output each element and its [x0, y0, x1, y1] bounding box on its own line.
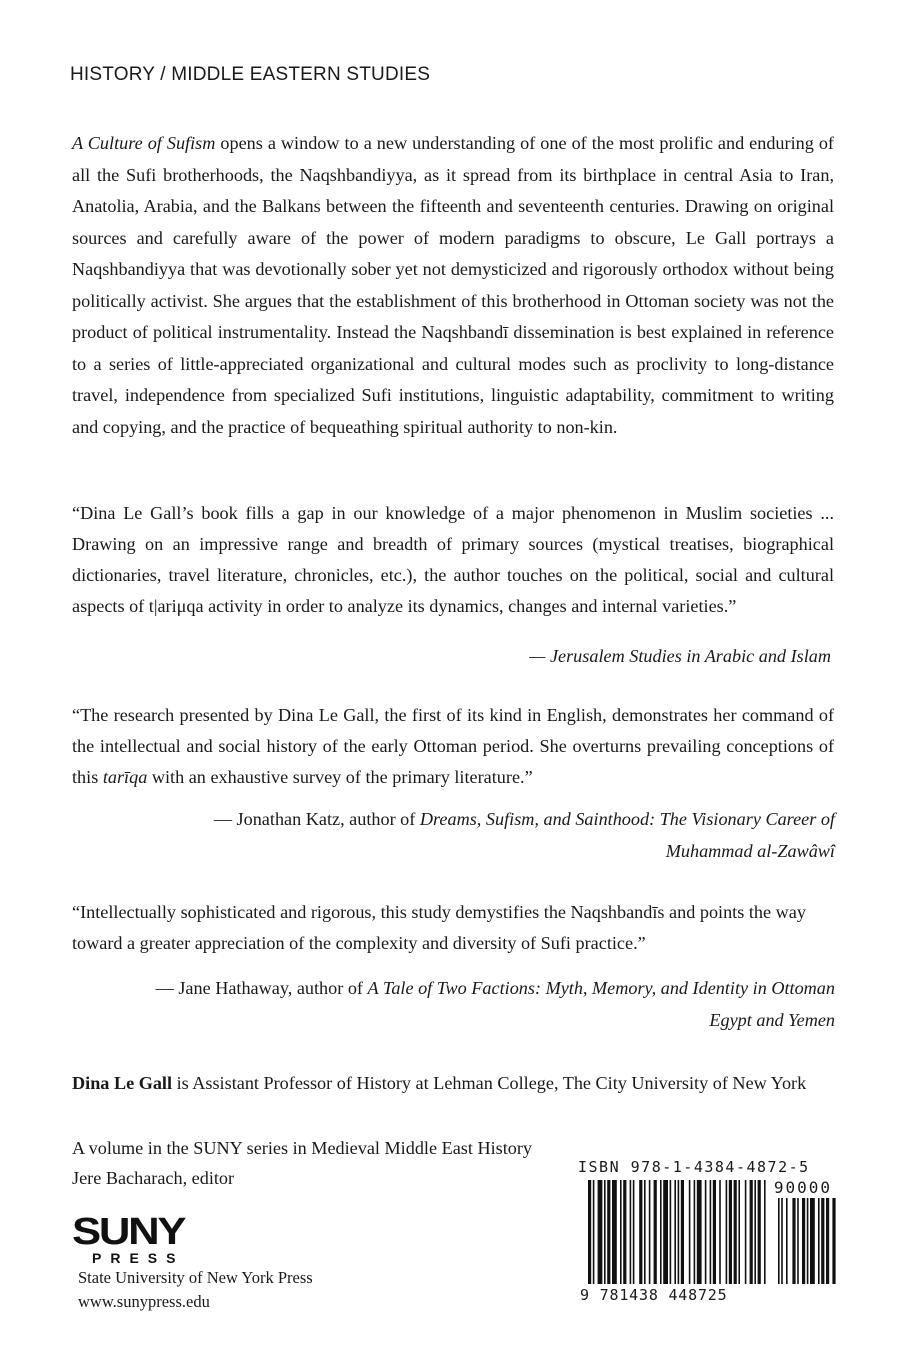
barcode-bar	[612, 1180, 617, 1284]
barcode-bar	[726, 1180, 728, 1284]
author-bio-text: is Assistant Professor of History at Lehman College, The City University of New York	[172, 1073, 807, 1093]
barcode-bar	[758, 1180, 761, 1284]
author-bio	[72, 1068, 842, 1098]
barcode-bar	[674, 1180, 676, 1284]
barcode-addon-bar	[832, 1198, 835, 1284]
barcode-bar	[710, 1180, 712, 1284]
quote-2-term: tarīqa	[102, 767, 148, 787]
barcode-addon-bar	[797, 1198, 799, 1284]
barcode-bar	[607, 1180, 610, 1284]
barcode-addon-bar	[826, 1198, 829, 1284]
barcode-addon-bar	[778, 1198, 780, 1284]
barcode-bar	[681, 1180, 684, 1284]
barcode-bar	[697, 1180, 702, 1284]
barcode-bar	[654, 1180, 657, 1284]
barcode-bar	[713, 1180, 716, 1284]
quote-2-text-after: with an exhaustive survey of the primary literature.”	[147, 767, 533, 787]
category-label: HISTORY / MIDDLE EASTERN STUDIES	[70, 64, 431, 85]
isbn-barcode	[578, 1158, 840, 1308]
barcode-addon-bar	[781, 1198, 783, 1284]
barcode-bar	[705, 1180, 707, 1284]
barcode-bar	[754, 1180, 756, 1284]
barcode-bar	[630, 1180, 632, 1284]
publisher-url: www.sunypress.edu	[78, 1292, 210, 1311]
barcode-digits: 9 781438 448725	[580, 1286, 728, 1304]
barcode-bar	[649, 1180, 651, 1284]
attribution-2-work: Dreams, Sufism, and Sainthood: The Visionary Career of Muhammad al-Zawâwî	[419, 809, 835, 861]
barcode-bar	[604, 1180, 606, 1284]
book-description	[72, 128, 834, 443]
description-text: opens a window to a new understanding of one of the most prolific and enduring of all the Sufi brotherhoods, the Naqshbandiyya, as it spread from its birthplace in central Asia to Iran, Anatolia, Arabia, and the Balkans between the fifteenth and seventeenth centuries. Drawing on original sources and carefully aware of the power of modern paradigms to obscure, Le Gall portrays a Naqshbandiyya that was devotionally sober yet not demysticized and rigorously orthodox without being politically activist. She argues that the establishment of this brotherhood in Ottoman society was not the product of political instrumentality. Instead the Naqshbandī dissemination is best explained in reference to a series of little-appreciated organizational and cultural modes such as proclivity to long-distance travel, independence from specialized Sufi institutions, linguistic adaptability, commitment to writing and copying, and the practice of bequeathing spiritual authority to non-kin.	[72, 133, 834, 437]
publisher-info	[78, 1266, 313, 1314]
barcode-bar	[678, 1180, 680, 1284]
series-info	[72, 1133, 532, 1193]
review-attribution-2	[135, 803, 835, 867]
barcode-bar	[588, 1180, 591, 1284]
review-attribution-3	[135, 972, 835, 1036]
barcode-addon-bar	[807, 1198, 809, 1284]
barcode-bar	[729, 1180, 732, 1284]
logo-main: SUNY	[72, 1211, 185, 1253]
barcode-bar	[745, 1180, 747, 1284]
barcode-bar	[593, 1180, 595, 1284]
barcode-addon-bar	[786, 1198, 788, 1284]
barcode-addon-bar	[792, 1198, 795, 1284]
barcode-bar	[660, 1180, 662, 1284]
barcode-bar	[620, 1180, 622, 1284]
publisher-name: State University of New York Press	[78, 1268, 313, 1287]
isbn-number: ISBN 978-1-4384-4872-5	[578, 1158, 810, 1176]
attribution-3-prefix: — Jane Hathaway, author of	[155, 978, 368, 998]
barcode-bar	[719, 1180, 721, 1284]
barcode-bar	[639, 1180, 642, 1284]
barcode-bar	[689, 1180, 691, 1284]
series-editor: Jere Bacharach, editor	[72, 1168, 235, 1188]
attribution-3-work: A Tale of Two Factions: Myth, Memory, and Identity in Ottoman Egypt and Yemen	[367, 978, 835, 1030]
barcode-bar	[734, 1180, 737, 1284]
barcode-addon-bar	[821, 1198, 824, 1284]
series-line: A volume in the SUNY series in Medieval Middle East History	[72, 1138, 533, 1158]
barcode-bar	[663, 1180, 668, 1284]
review-attribution-1: — Jerusalem Studies in Arabic and Islam	[529, 646, 831, 666]
quote-2-text-before: “The research presented by Dina Le Gall, the first of its kind in English, demonstrates her command of the intellectual and social history of the early Ottoman period. She overturns prevailing conceptions of this	[72, 705, 834, 787]
barcode-bar	[598, 1180, 603, 1284]
price-code: 90000	[773, 1178, 832, 1197]
attribution-2-prefix: — Jonathan Katz, author of	[213, 809, 420, 829]
review-quote-2	[72, 700, 834, 793]
logo-sub: PRESS	[92, 1250, 185, 1266]
barcode-bar	[623, 1180, 626, 1284]
barcode-bar	[750, 1180, 753, 1284]
barcode-bar	[738, 1180, 740, 1284]
book-title: A Culture of Sufism	[72, 133, 216, 153]
review-quote-3: “Intellectually sophisticated and rigorous, this study demystifies the Naqshbandīs and points the way toward a greater appreciation of the complexity and diversity of Sufi practice.”	[72, 902, 806, 953]
author-name: Dina Le Gall	[72, 1073, 173, 1093]
barcode-bar	[670, 1180, 672, 1284]
barcode-addon-bar	[802, 1198, 805, 1284]
barcode-bar	[644, 1180, 646, 1284]
barcode-addon-bar	[818, 1198, 820, 1284]
barcode-bar	[764, 1180, 766, 1284]
barcode-bar	[633, 1180, 635, 1284]
barcode-addon-bar	[810, 1198, 815, 1284]
barcode-bars	[578, 1180, 840, 1286]
review-quote-1: “Dina Le Gall’s book fills a gap in our knowledge of a major phenomenon in Muslim societies ... Drawing on an impressive range and breadth of primary sources (mystical treatises, biographical dictionaries, travel literature, chronicles, etc.), the author touches on the political, social and cultural aspects of t|ariμqa activity in order to analyze its dynamics, changes and internal varieties.”	[72, 503, 834, 616]
suny-press-logo	[72, 1211, 212, 1266]
barcode-bar	[694, 1180, 696, 1284]
